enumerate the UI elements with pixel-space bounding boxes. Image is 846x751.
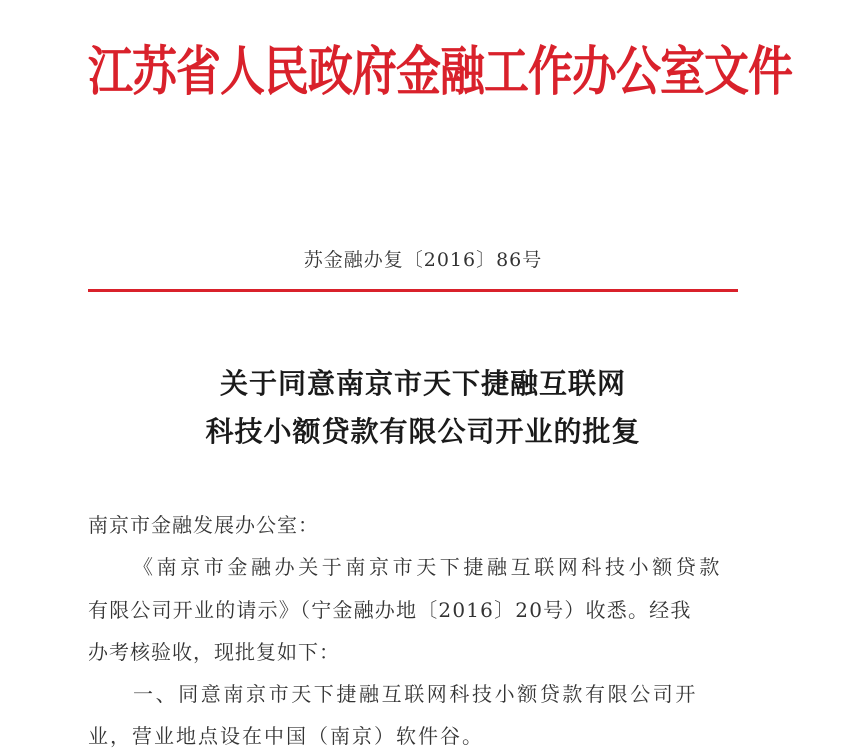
red-divider-line <box>88 289 738 292</box>
salutation: 南京市金融发展办公室： <box>88 513 319 537</box>
paragraph-2-line-2: 业，营业地点设在中国（南京）软件谷。 <box>88 724 484 748</box>
paragraph-2-line-1: 一、同意南京市天下捷融互联网科技小额贷款有限公司开 <box>133 682 698 706</box>
document-title-line-2: 科技小额贷款有限公司开业的批复 <box>205 415 641 448</box>
paragraph-1-line-2: 有限公司开业的请示》（宁金融办地〔2016〕20号）收悉。经我 <box>88 598 692 622</box>
paragraph-1-line-1: 《南京市金融办关于南京市天下捷融互联网科技小额贷款 <box>133 555 723 579</box>
paragraph-1-line-3: 办考核验收，现批复如下： <box>88 640 340 664</box>
agency-header-title: 江苏省人民政府金融工作办公室文件 <box>88 40 793 103</box>
document-number: 苏金融办复〔2016〕86号 <box>303 249 543 271</box>
document-title-line-1: 关于同意南京市天下捷融互联网 <box>219 367 626 400</box>
